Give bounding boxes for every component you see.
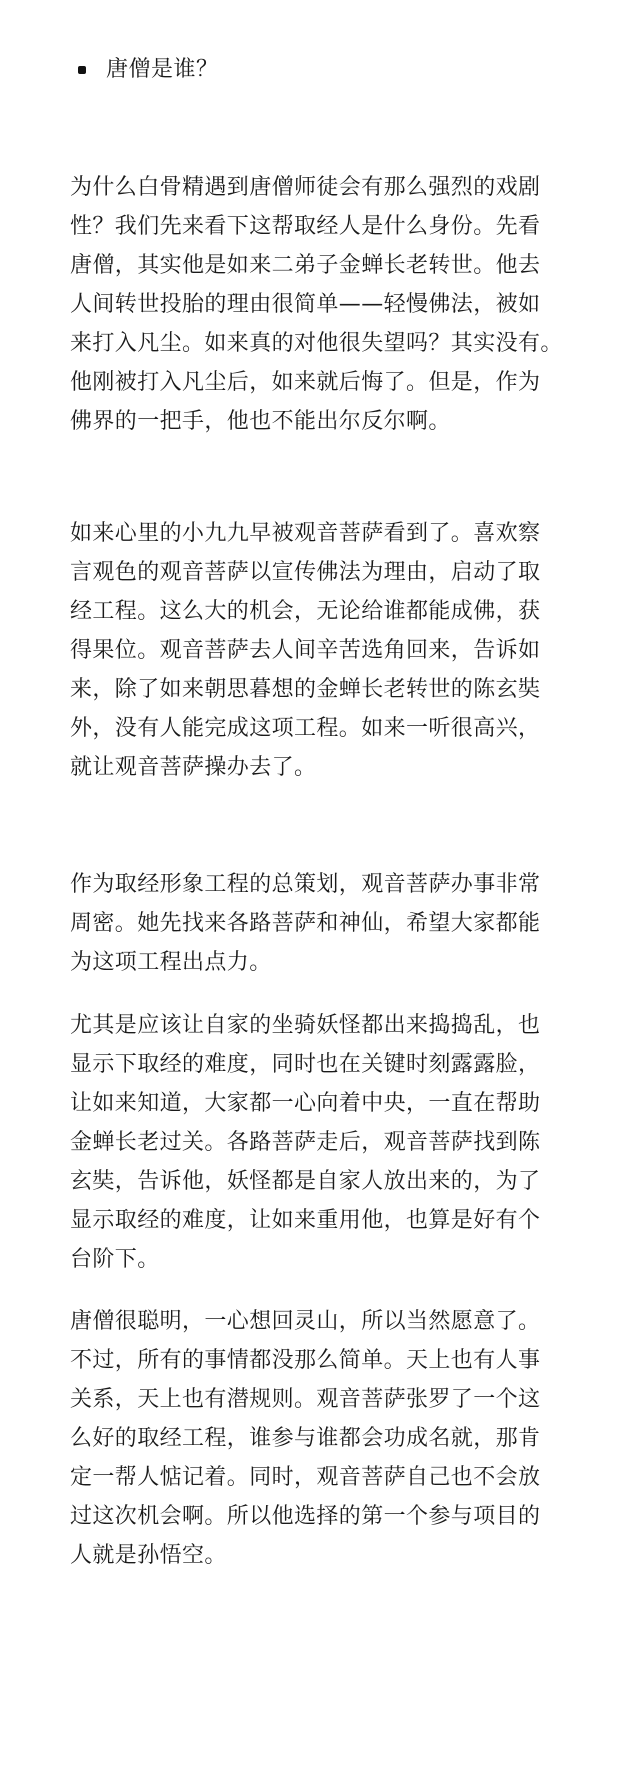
- paragraph-line: 玄奘，告诉他，妖怪都是自家人放出来的，为了: [70, 1169, 541, 1194]
- paragraph-line: 性？我们先来看下这帮取经人是什么身份。先看: [70, 214, 541, 239]
- paragraph-line: 显示下取经的难度，同时也在关键时刻露露脸，: [70, 1052, 541, 1077]
- paragraph-line: 得果位。观音菩萨去人间辛苦选角回来，告诉如: [70, 638, 541, 663]
- paragraph-line: 为这项工程出点力。: [70, 950, 272, 975]
- paragraph-line: 如来心里的小九九早被观音菩萨看到了。喜欢察: [70, 521, 541, 546]
- paragraph-line: 过这次机会啊。所以他选择的第一个参与项目的: [70, 1504, 541, 1529]
- paragraph-line: 言观色的观音菩萨以宣传佛法为理由，启动了取: [70, 560, 541, 585]
- paragraph-line: 他刚被打入凡尘后，如来就后悔了。但是，作为: [70, 370, 541, 395]
- paragraph-3: [70, 865, 596, 982]
- section-heading: [78, 50, 219, 90]
- paragraph-line: 金蝉长老过关。各路菩萨走后，观音菩萨找到陈: [70, 1130, 541, 1155]
- paragraph-line: 来打入凡尘。如来真的对他很失望吗？其实没有。: [70, 331, 563, 356]
- section-heading-text: 唐僧是谁？: [106, 57, 219, 82]
- paragraph-line: 台阶下。: [70, 1247, 160, 1272]
- paragraph-line: 让如来知道，大家都一心向着中央，一直在帮助: [70, 1091, 541, 1116]
- paragraph-line: 人间转世投胎的理由很简单——轻慢佛法，被如: [70, 292, 541, 317]
- paragraph-5: [70, 1302, 596, 1575]
- paragraph-line: 周密。她先找来各路菩萨和神仙，希望大家都能: [70, 911, 541, 936]
- paragraph-line: 不过，所有的事情都没那么简单。天上也有人事: [70, 1348, 541, 1373]
- bullet-icon: [78, 66, 86, 74]
- paragraph-line: 关系，天上也有潜规则。观音菩萨张罗了一个这: [70, 1387, 541, 1412]
- paragraph-line: 佛界的一把手，他也不能出尔反尔啊。: [70, 409, 451, 434]
- paragraph-4: [70, 1006, 596, 1279]
- paragraph-line: 显示取经的难度，让如来重用他，也算是好有个: [70, 1208, 541, 1233]
- paragraph-line: 外，没有人能完成这项工程。如来一听很高兴，: [70, 716, 541, 741]
- paragraph-line: 唐僧，其实他是如来二弟子金蝉长老转世。他去: [70, 253, 541, 278]
- paragraph-line: 尤其是应该让自家的坐骑妖怪都出来捣捣乱，也: [70, 1013, 541, 1038]
- paragraph-2: [70, 514, 596, 787]
- paragraph-line: 么好的取经工程，谁参与谁都会功成名就，那肯: [70, 1426, 541, 1451]
- paragraph-line: 作为取经形象工程的总策划，观音菩萨办事非常: [70, 872, 541, 897]
- paragraph-1: [70, 168, 596, 441]
- paragraph-line: 来，除了如来朝思暮想的金蝉长老转世的陈玄奘: [70, 677, 541, 702]
- paragraph-line: 定一帮人惦记着。同时，观音菩萨自己也不会放: [70, 1465, 541, 1490]
- paragraph-line: 为什么白骨精遇到唐僧师徒会有那么强烈的戏剧: [70, 175, 541, 200]
- paragraph-line: 人就是孙悟空。: [70, 1543, 227, 1568]
- paragraph-line: 经工程。这么大的机会，无论给谁都能成佛，获: [70, 599, 541, 624]
- paragraph-line: 就让观音菩萨操办去了。: [70, 755, 317, 780]
- paragraph-line: 唐僧很聪明，一心想回灵山，所以当然愿意了。: [70, 1309, 541, 1334]
